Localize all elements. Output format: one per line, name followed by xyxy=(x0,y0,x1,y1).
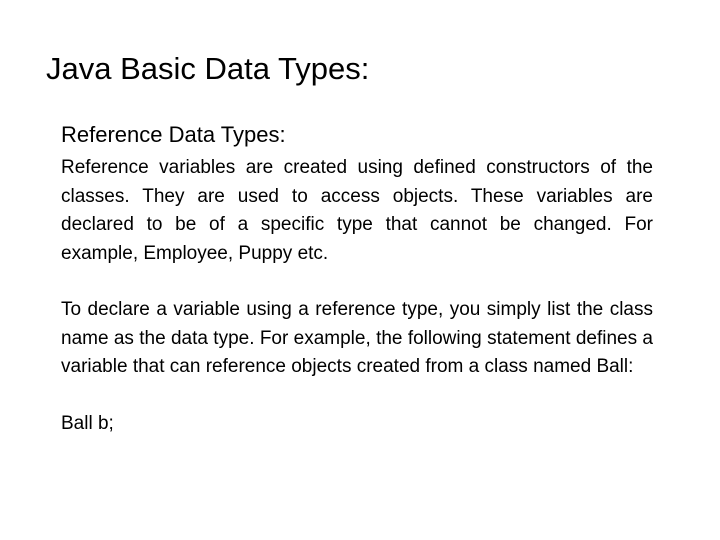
slide-title: Java Basic Data Types: xyxy=(46,51,370,86)
slide-content xyxy=(61,120,653,438)
section-heading: Reference Data Types: xyxy=(61,122,286,147)
paragraph-reference-variables: Reference variables are created using defined constructors of the classes. They are used to access objects. These variables are declared to be of a specific type that cannot be changed. For example, Employee, Puppy etc. xyxy=(61,157,653,264)
code-example: Ball b; xyxy=(61,412,114,434)
paragraph-declare-variable: To declare a variable using a reference type, you simply list the class name as the data type. For example, the following statement defines a variable that can reference objects created from a class named Ball: xyxy=(61,299,653,377)
